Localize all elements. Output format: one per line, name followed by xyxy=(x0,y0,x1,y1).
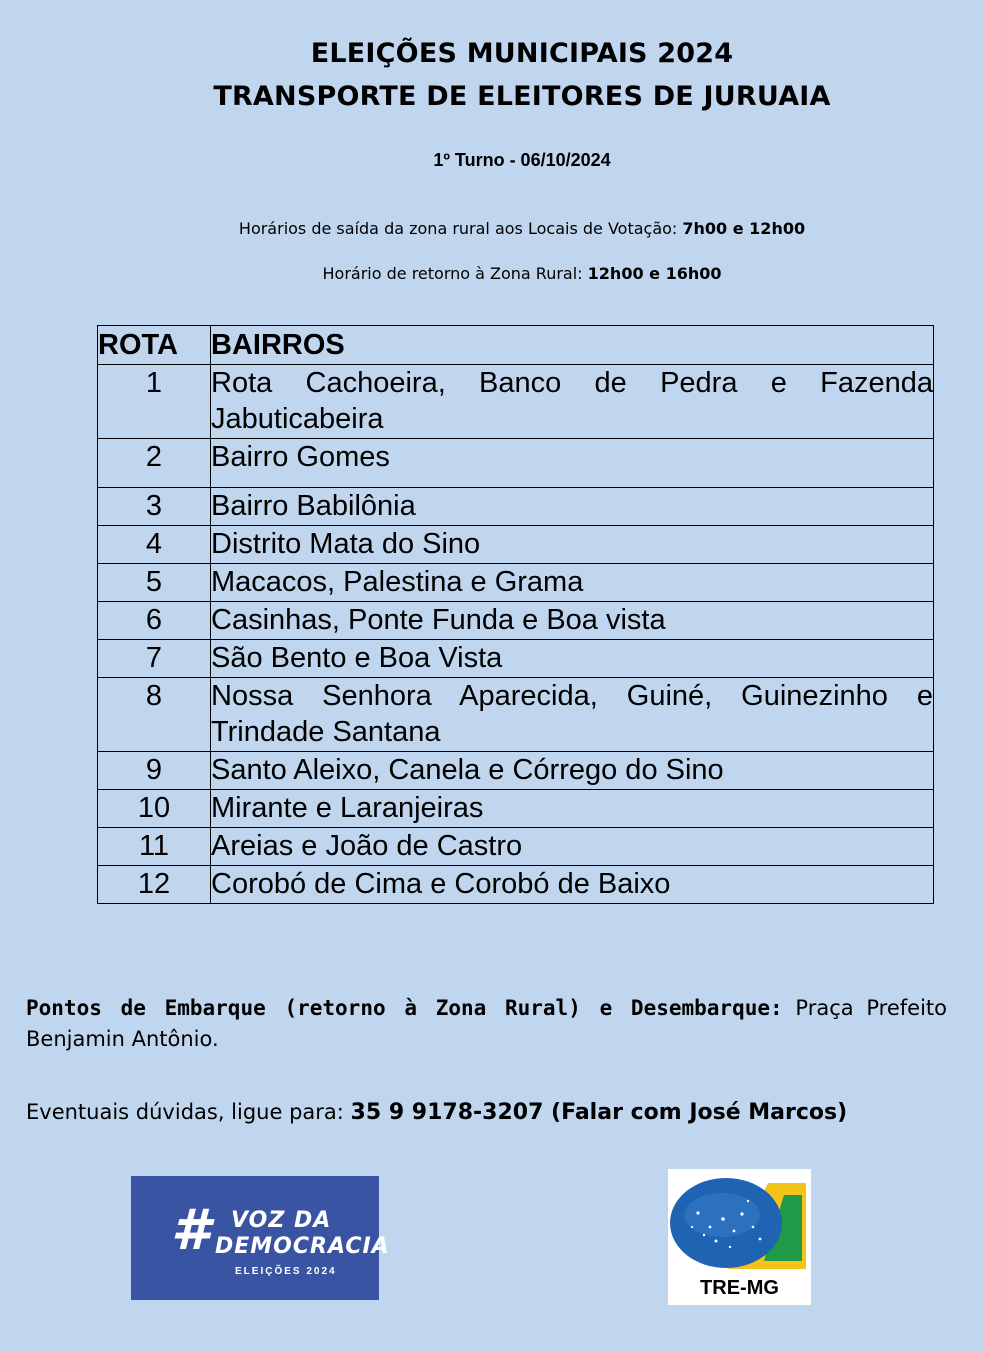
rota-number: 3 xyxy=(98,488,211,526)
bairros-cell: Distrito Mata do Sino xyxy=(211,526,934,564)
rota-number: 7 xyxy=(98,640,211,678)
table-row xyxy=(98,866,934,904)
boarding-points xyxy=(26,993,947,1055)
bairros-cell: Casinhas, Ponte Funda e Boa vista xyxy=(211,602,934,640)
hashtag-icon: # xyxy=(171,1198,210,1263)
table-row xyxy=(98,828,934,866)
voz-logo-line3: ELEIÇÕES 2024 xyxy=(235,1266,337,1277)
rota-number: 10 xyxy=(98,790,211,828)
bairros-cell: Nossa Senhora Aparecida, Guiné, Guinezinho e Trindade Santana xyxy=(211,678,934,752)
tre-mg-label: TRE-MG xyxy=(700,1277,779,1299)
bairros-cell: Macacos, Palestina e Grama xyxy=(211,564,934,602)
rota-number: 9 xyxy=(98,752,211,790)
tre-mg-logo xyxy=(668,1169,811,1305)
header-bairros: BAIRROS xyxy=(211,326,934,365)
table-row xyxy=(98,640,934,678)
rota-number: 4 xyxy=(98,526,211,564)
return-schedule xyxy=(0,264,984,283)
contact-info xyxy=(26,1100,956,1125)
rota-number: 2 xyxy=(98,439,211,488)
rota-number: 8 xyxy=(98,678,211,752)
departure-times: 7h00 e 12h00 xyxy=(682,219,806,238)
table-header-row xyxy=(98,326,934,365)
rota-number: 12 xyxy=(98,866,211,904)
title-line-1: ELEIÇÕES MUNICIPAIS 2024 xyxy=(310,38,734,69)
contact-label: Eventuais dúvidas, ligue para: xyxy=(26,1100,351,1124)
boarding-points-value: Praça Prefeito Benjamin Antônio. xyxy=(26,996,947,1051)
bairros-cell: Bairro Gomes xyxy=(211,439,934,488)
voz-logo-line2: DEMOCRACIA xyxy=(215,1234,390,1259)
header-rota: ROTA xyxy=(98,326,211,365)
departure-label: Horários de saída da zona rural aos Locais de Votação: xyxy=(238,219,683,238)
table-row xyxy=(98,752,934,790)
title-line-2: TRANSPORTE DE ELEITORES DE JURUAIA xyxy=(213,81,831,112)
table-row xyxy=(98,602,934,640)
rota-number: 5 xyxy=(98,564,211,602)
voz-da-democracia-logo xyxy=(131,1176,390,1300)
rota-number: 11 xyxy=(98,828,211,866)
bairros-cell: São Bento e Boa Vista xyxy=(211,640,934,678)
bairros-cell: Bairro Babilônia xyxy=(211,488,934,526)
table-row xyxy=(98,526,934,564)
turno-date: 1º Turno - 06/10/2024 xyxy=(433,150,611,170)
rota-number: 1 xyxy=(98,365,211,439)
table-row xyxy=(98,564,934,602)
contact-phone: 35 9 9178-3207 (Falar com José Marcos) xyxy=(350,1100,848,1125)
return-times: 12h00 e 16h00 xyxy=(587,264,722,283)
table-row xyxy=(98,439,934,488)
table-row xyxy=(98,790,934,828)
bairros-cell: Areias e João de Castro xyxy=(211,828,934,866)
table-row xyxy=(98,365,934,439)
brazil-globe-icon xyxy=(668,1169,811,1279)
bairros-cell: Corobó de Cima e Corobó de Baixo xyxy=(211,866,934,904)
bairros-cell: Rota Cachoeira, Banco de Pedra e Fazenda Jabuticabeira xyxy=(211,365,934,439)
bairros-cell: Mirante e Laranjeiras xyxy=(211,790,934,828)
departure-schedule xyxy=(0,219,984,238)
table-row xyxy=(98,488,934,526)
table-row xyxy=(98,678,934,752)
voz-logo-line1: VOZ DA xyxy=(231,1208,332,1233)
routes-table xyxy=(97,325,934,904)
rota-number: 6 xyxy=(98,602,211,640)
bairros-cell: Santo Aleixo, Canela e Córrego do Sino xyxy=(211,752,934,790)
boarding-points-label: Pontos de Embarque (retorno à Zona Rural) e Desembarque: xyxy=(26,996,783,1020)
return-label: Horário de retorno à Zona Rural: xyxy=(322,264,588,283)
